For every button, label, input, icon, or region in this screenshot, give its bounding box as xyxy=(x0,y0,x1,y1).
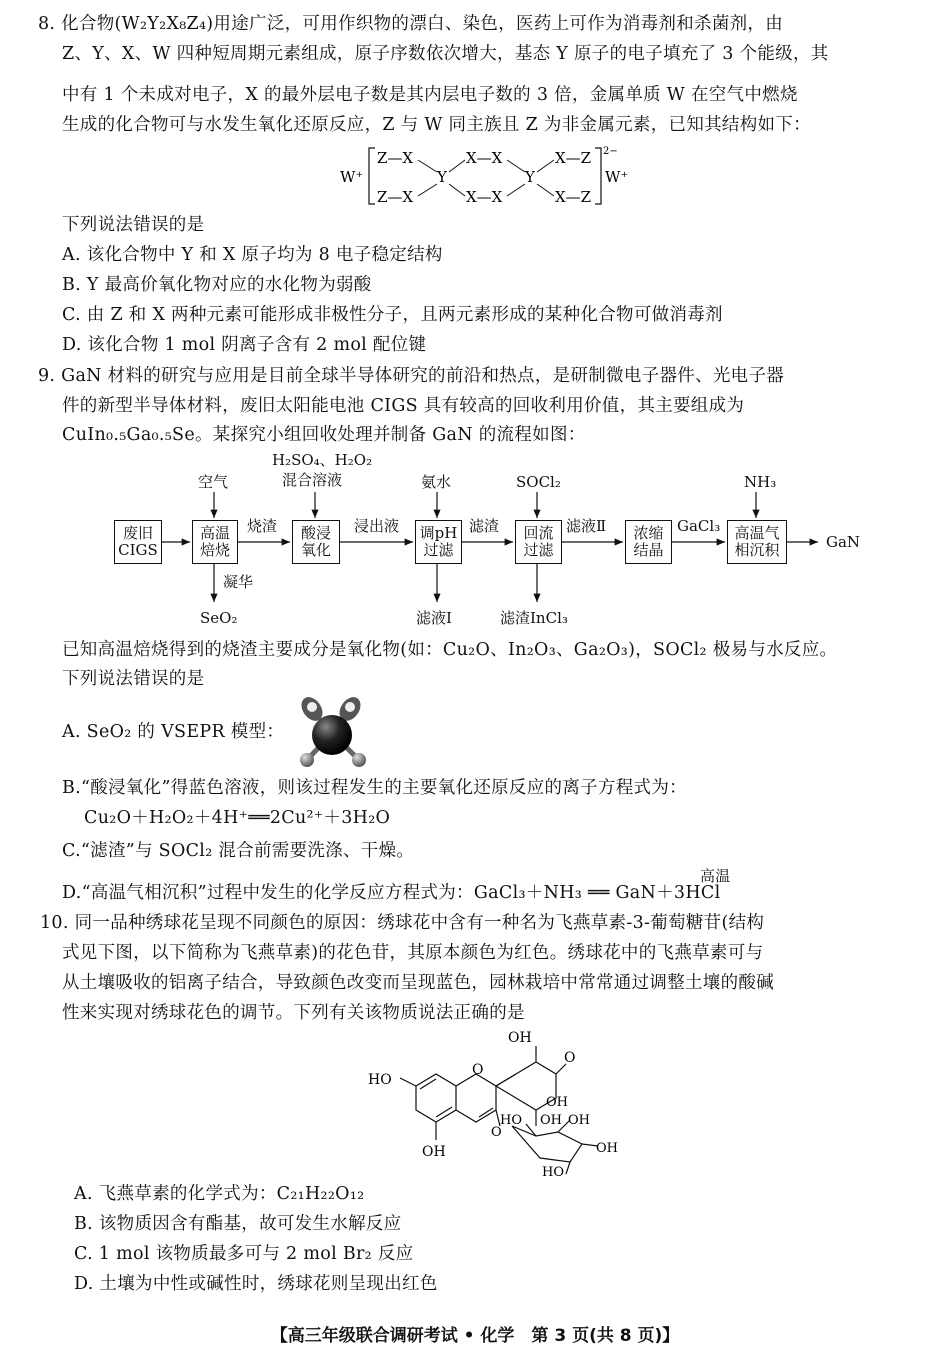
mol-o-keto: O xyxy=(564,1050,576,1066)
q10-option-d: D. 土壤为中性或碱性时，绣球花则呈现出红色 xyxy=(74,1274,438,1294)
q8-option-b: B. Y 最高价氧化物对应的水化物为弱酸 xyxy=(62,275,372,295)
struct-r1-right: X—Z xyxy=(555,149,592,167)
flow-box-cvd: 高温气 相沉积 xyxy=(727,520,787,564)
struct-y-right: Y xyxy=(525,168,535,186)
mol-oh-sugar-top: OH xyxy=(568,1113,590,1128)
q10-line1: 10. 同一品种绣球花呈现不同颜色的原因：绣球花中含有一种名为飞燕草素-3-葡萄糖苷(结构 xyxy=(40,913,765,933)
flow-edge-leachate: 浸出液 xyxy=(354,517,400,535)
struct-charge: 2− xyxy=(603,146,618,157)
mol-oh-b-lower: OH xyxy=(546,1095,568,1110)
q8-option-d: D. 该化合物 1 mol 阴离子含有 2 mol 配位键 xyxy=(62,335,427,355)
struct-r3-mid: X—X xyxy=(466,188,503,206)
q8-line1: 8. 化合物(W₂Y₂X₈Z₄)用途广泛，可用作织物的漂白、染色，医药上可作为消毒剂和杀菌剂，由 xyxy=(38,14,784,34)
flow-sublimation: 凝华 xyxy=(223,573,254,591)
flow-edge-slag: 烧渣 xyxy=(247,517,278,535)
flow-input-nh3: NH₃ xyxy=(744,473,777,491)
struct-r3-left: Z—X xyxy=(377,188,414,206)
q9-line1: 9. GaN 材料的研究与应用是目前全球半导体研究的前沿和热点，是研制微电子器件、光电子器 xyxy=(38,366,785,386)
q8-line4: 生成的化合物可与水发生氧化还原反应，Z 与 W 同主族且 Z 为非金属元素，已知其结构如下： xyxy=(62,115,811,135)
flow-box-ph: 调pH 过滤 xyxy=(415,520,462,564)
q9-option-a: A. SeO₂ 的 VSEPR 模型： xyxy=(62,722,285,742)
q10-option-a: A. 飞燕草素的化学式为：C₂₁H₂₂O₁₂ xyxy=(74,1184,365,1204)
flow-box-reflux: 回流 过滤 xyxy=(515,520,562,564)
page-footer: 【高三年级联合调研考试 • 化学 第 3 页(共 8 页)】 xyxy=(270,1326,680,1346)
flow-box-roast: 高温 焙烧 xyxy=(192,520,238,564)
flow-edge-gacl3: GaCl₃ xyxy=(677,517,721,535)
mol-ho-left: HO xyxy=(368,1072,392,1088)
q8-option-a: A. 该化合物中 Y 和 X 原子均为 8 电子稳定结构 xyxy=(62,245,443,265)
q9-note: 已知高温焙烧得到的烧渣主要成分是氧化物(如：Cu₂O、In₂O₃、Ga₂O₃)，SOCl₂ 极易与水反应。 xyxy=(62,640,838,660)
mol-ring-o: O xyxy=(472,1062,484,1078)
flow-input-ammonia: 氨水 xyxy=(421,473,452,491)
seo2-vsepr-model xyxy=(292,695,377,770)
flow-input-mix: 混合溶液 xyxy=(282,471,343,489)
flow-product-gan: GaN xyxy=(826,533,861,551)
q9-prompt: 下列说法错误的是 xyxy=(62,669,205,689)
struct-cation-left: W⁺ xyxy=(340,168,364,186)
struct-r1-mid: X—X xyxy=(466,149,503,167)
q10-option-b: B. 该物质因含有酯基，故可发生水解反应 xyxy=(74,1214,402,1234)
flow-input-air: 空气 xyxy=(198,473,229,491)
flow-input-socl2: SOCl₂ xyxy=(516,473,561,491)
q10-line2: 式见下图，以下简称为飞燕草素)的花色苷，其原本颜色为红色。绣球花中的飞燕草素可与 xyxy=(62,943,764,963)
q9-line3: CuIn₀.₅Ga₀.₅Se。某探究小组回收处理并制备 GaN 的流程如图： xyxy=(62,425,586,445)
q8-line3: 中有 1 个未成对电子，X 的最外层电子数是其内层电子数的 3 倍，金属单质 W 在空气中燃烧 xyxy=(62,85,798,105)
q9-option-b-line1: B.“酸浸氧化”得蓝色溶液，则该过程发生的主要氧化还原反应的离子方程式为： xyxy=(62,778,687,798)
mol-ho-sugar-bottom: HO xyxy=(542,1165,564,1178)
mol-oh-top: OH xyxy=(508,1030,532,1046)
q8-prompt: 下列说法错误的是 xyxy=(62,215,205,235)
mol-oh-bottom: OH xyxy=(422,1144,446,1160)
flow-box-leach: 酸浸 氧化 xyxy=(292,520,340,564)
q9-line2: 件的新型半导体材料，废旧太阳能电池 CIGS 具有较高的回收利用价值，其主要组成为 xyxy=(62,396,745,416)
q8-option-c: C. 由 Z 和 X 两种元素可能形成非极性分子，且两元素形成的某种化合物可做消毒剂 xyxy=(62,305,723,325)
mol-ho-sugar: HO xyxy=(500,1113,522,1128)
q9-option-c: C.“滤渣”与 SOCl₂ 混合前需要洗涤、干燥。 xyxy=(62,841,415,861)
mol-link-o: O xyxy=(491,1125,502,1140)
q8-line2: Z、Y、X、W 四种短周期元素组成，原子序数依次增大，基态 Y 原子的电子填充了 3 个能级，其 xyxy=(62,44,829,64)
q8-structure-diagram xyxy=(335,140,635,210)
struct-r1-left: Z—X xyxy=(377,149,414,167)
delphinidin-structure xyxy=(360,1028,630,1178)
struct-cation-right: W⁺ xyxy=(605,168,629,186)
flow-output-seo2: SeO₂ xyxy=(200,609,238,627)
q9-option-d: D.“高温气相沉积”过程中发生的化学反应方程式为：GaCl₃＋NH₃ ══ GaN＋3HCl xyxy=(62,883,721,903)
flow-edge-filtrate2: 滤液Ⅱ xyxy=(566,517,607,535)
flow-output-filtrate1: 滤液Ⅰ xyxy=(416,609,452,627)
flow-input-reagent: H₂SO₄、H₂O₂ xyxy=(272,451,373,469)
q10-line3: 从土壤吸收的铝离子结合，导致颜色改变而呈现蓝色，园林栽培中常常通过调整土壤的酸碱 xyxy=(62,973,774,993)
q10-line4: 性来实现对绣球花色的调节。下列有关该物质说法正确的是 xyxy=(62,1003,525,1023)
q10-option-c: C. 1 mol 该物质最多可与 2 mol Br₂ 反应 xyxy=(74,1244,414,1264)
flow-output-incl3: 滤渣InCl₃ xyxy=(500,609,568,627)
q9-flowchart xyxy=(80,450,860,630)
flow-box-concentrate: 浓缩 结晶 xyxy=(625,520,672,564)
flow-box-cigs: 废旧 CIGS xyxy=(114,520,162,564)
mol-oh-sugar-right: OH xyxy=(596,1141,618,1156)
struct-y-left: Y xyxy=(437,168,447,186)
flow-edge-residue: 滤渣 xyxy=(469,517,500,535)
mol-oh-b-ring: OH xyxy=(540,1113,562,1128)
struct-r3-right: X—Z xyxy=(555,188,592,206)
q9-option-b-equation: Cu₂O＋H₂O₂＋4H⁺══2Cu²⁺＋3H₂O xyxy=(84,808,391,828)
q9-option-d-condition: 高温 xyxy=(700,867,731,885)
